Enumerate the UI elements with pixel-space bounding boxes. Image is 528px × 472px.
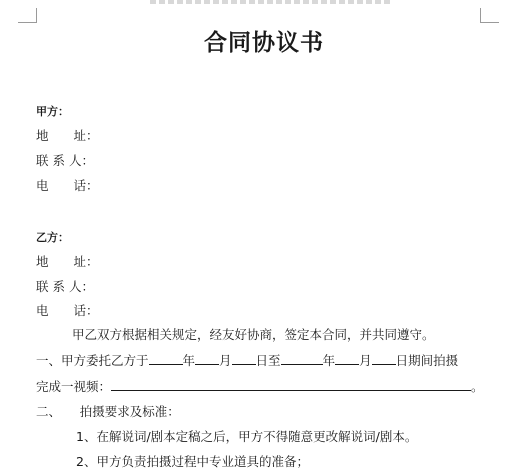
clause-2-item-2: 2、甲方负责拍摄过程中专业道具的准备；	[76, 454, 309, 469]
clause-1-year2: 年	[322, 353, 336, 368]
clause-1-suffix: 日期间拍摄	[395, 353, 459, 368]
crop-mark-top-left	[18, 8, 37, 23]
blank-start-day	[232, 352, 256, 365]
clause-1-line2-prefix: 完成一视频：	[36, 379, 112, 394]
clause-1-line2-end: 。	[471, 379, 484, 394]
party-a-address-label: 地 址：	[36, 128, 99, 143]
faint-header-text	[150, 0, 390, 4]
party-a-phone-label: 电 话：	[36, 178, 99, 193]
blank-start-month	[195, 352, 219, 365]
clause-1-month2: 月	[359, 353, 372, 368]
intro-paragraph: 甲乙双方根据相关规定，经友好协商，签定本合同，并共同遵守。	[72, 327, 435, 342]
party-a-contact-label: 联 系 人：	[36, 153, 94, 168]
clause-2-heading: 二、 拍摄要求及标准：	[36, 404, 180, 419]
clause-1-year1: 年	[182, 353, 196, 368]
crop-mark-top-right	[480, 8, 499, 23]
blank-video-name	[111, 378, 471, 391]
blank-end-year	[281, 352, 323, 365]
document-title: 合同协议书	[204, 29, 324, 56]
clause-2-item-1: 1、在解说词/剧本定稿之后，甲方不得随意更改解说词/剧本。	[76, 429, 418, 444]
party-b-phone-label: 电 话：	[36, 303, 99, 318]
party-b-contact-label: 联 系 人：	[36, 279, 94, 294]
blank-end-day	[372, 352, 396, 365]
blank-start-year	[149, 352, 183, 365]
party-b-address-label: 地 址：	[36, 254, 99, 269]
party-a-heading: 甲方：	[36, 105, 69, 118]
blank-end-month	[335, 352, 359, 365]
clause-1-prefix: 一、甲方委托乙方于	[36, 353, 149, 368]
clause-1-line-2	[36, 378, 484, 395]
clause-1-line-1	[36, 352, 458, 369]
party-b-heading: 乙方：	[36, 231, 69, 244]
clause-1-day1: 日至	[255, 353, 281, 368]
clause-1-month1: 月	[219, 353, 232, 368]
